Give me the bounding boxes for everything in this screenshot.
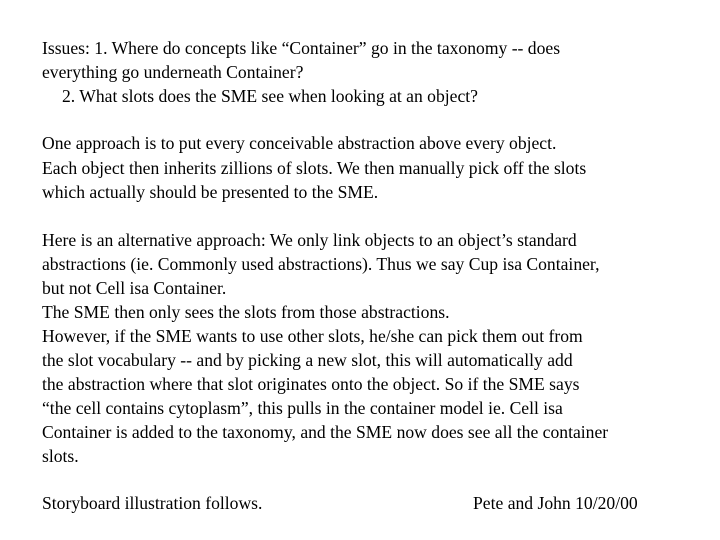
- approach1-line: One approach is to put every conceivable abstraction above every object.: [42, 133, 557, 153]
- approach2-line: Here is an alternative approach: We only link objects to an object’s standard: [42, 230, 577, 250]
- approach1-line: Each object then inherits zillions of slots. We then manually pick off the slots: [42, 158, 587, 178]
- approach2-line: but not Cell isa Container.: [42, 278, 227, 298]
- approach2-line: However, if the SME wants to use other slots, he/she can pick them out from: [42, 326, 583, 346]
- footer-authors-date: Pete and John 10/20/00: [473, 493, 638, 513]
- approach2-line: slots.: [42, 446, 79, 466]
- approach2-line: abstractions (ie. Commonly used abstractions). Thus we say Cup isa Container,: [42, 254, 600, 274]
- issues-line-2: everything go underneath Container?: [42, 62, 304, 82]
- approach1-line: which actually should be presented to the SME.: [42, 182, 379, 202]
- issues-line-3: 2. What slots does the SME see when looking at an object?: [62, 86, 478, 106]
- approach2-line: the abstraction where that slot originates onto the object. So if the SME says: [42, 374, 580, 394]
- approach2-line: the slot vocabulary -- and by picking a new slot, this will automatically add: [42, 350, 573, 370]
- approach2-line: Container is added to the taxonomy, and the SME now does see all the container: [42, 422, 609, 442]
- footer-storyboard-note: Storyboard illustration follows.: [42, 493, 263, 513]
- approach2-line: “the cell contains cytoplasm”, this pulls in the container model ie. Cell isa: [42, 398, 563, 418]
- approach2-line: The SME then only sees the slots from those abstractions.: [42, 302, 450, 322]
- issues-line-1: Issues: 1. Where do concepts like “Container” go in the taxonomy -- does: [42, 38, 561, 58]
